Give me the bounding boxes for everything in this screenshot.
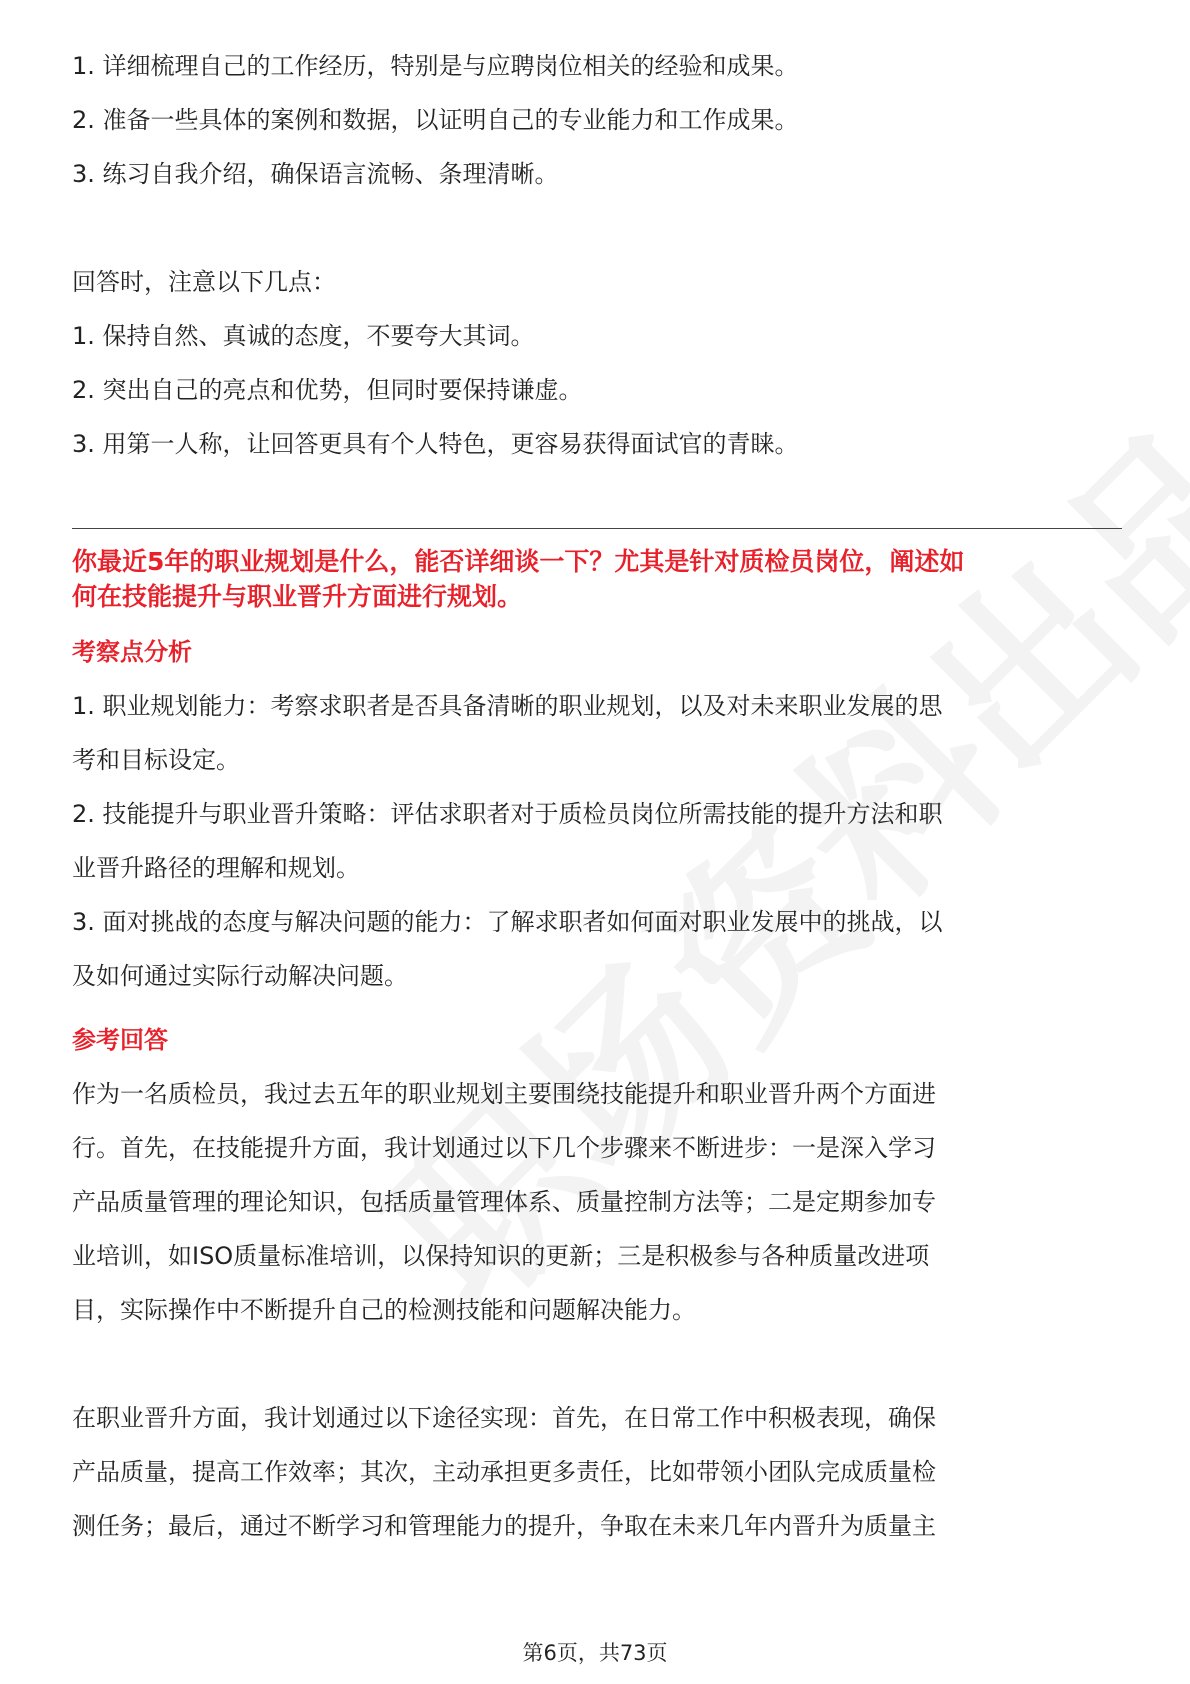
question-line-2: 何在技能提升与职业晋升方面进行规划。 [72,582,523,611]
reference-para2-line: 在职业晋升方面，我计划通过以下途径实现：首先，在日常工作中积极表现，确保 [72,1404,936,1432]
analysis-line: 业晋升路径的理解和规划。 [72,854,360,882]
analysis-heading: 考察点分析 [72,638,192,666]
prep-item-3: 3. 练习自我介绍，确保语言流畅、条理清晰。 [72,160,559,188]
reference-para1-line: 作为一名质检员，我过去五年的职业规划主要围绕技能提升和职业晋升两个方面进 [72,1080,936,1108]
section-divider [72,528,1122,529]
reference-para1-line: 产品质量管理的理论知识，包括质量管理体系、质量控制方法等；二是定期参加专 [72,1188,936,1216]
question-line-1: 你最近5年的职业规划是什么，能否详细谈一下？尤其是针对质检员岗位，阐述如 [72,547,965,576]
prep-item-1: 1. 详细梳理自己的工作经历，特别是与应聘岗位相关的经验和成果。 [72,52,799,80]
reference-para1-line: 行。首先，在技能提升方面，我计划通过以下几个步骤来不断进步：一是深入学习 [72,1134,936,1162]
prep-item-2: 2. 准备一些具体的案例和数据，以证明自己的专业能力和工作成果。 [72,106,799,134]
reference-para2-line: 产品质量，提高工作效率；其次，主动承担更多责任，比如带领小团队完成质量检 [72,1458,936,1486]
reference-para1-line: 目，实际操作中不断提升自己的检测技能和问题解决能力。 [72,1296,696,1324]
analysis-line: 及如何通过实际行动解决问题。 [72,962,408,990]
reference-heading: 参考回答 [72,1026,168,1054]
analysis-line: 1. 职业规划能力：考察求职者是否具备清晰的职业规划，以及对未来职业发展的思 [72,692,943,720]
page-number: 第6页，共73页 [522,1641,668,1665]
answer-tip-1: 1. 保持自然、真诚的态度，不要夸大其词。 [72,322,535,350]
answer-tips-intro: 回答时，注意以下几点： [72,268,336,296]
analysis-line: 3. 面对挑战的态度与解决问题的能力：了解求职者如何面对职业发展中的挑战，以 [72,908,943,936]
reference-para2-line: 测任务；最后，通过不断学习和管理能力的提升，争取在未来几年内晋升为质量主 [72,1512,936,1540]
analysis-line: 2. 技能提升与职业晋升策略：评估求职者对于质检员岗位所需技能的提升方法和职 [72,800,943,828]
answer-tip-3: 3. 用第一人称，让回答更具有个人特色，更容易获得面试官的青睐。 [72,430,799,458]
reference-para1-line: 业培训，如ISO质量标准培训，以保持知识的更新；三是积极参与各种质量改进项 [72,1242,930,1270]
analysis-line: 考和目标设定。 [72,746,240,774]
answer-tip-2: 2. 突出自己的亮点和优势，但同时要保持谦虚。 [72,376,583,404]
